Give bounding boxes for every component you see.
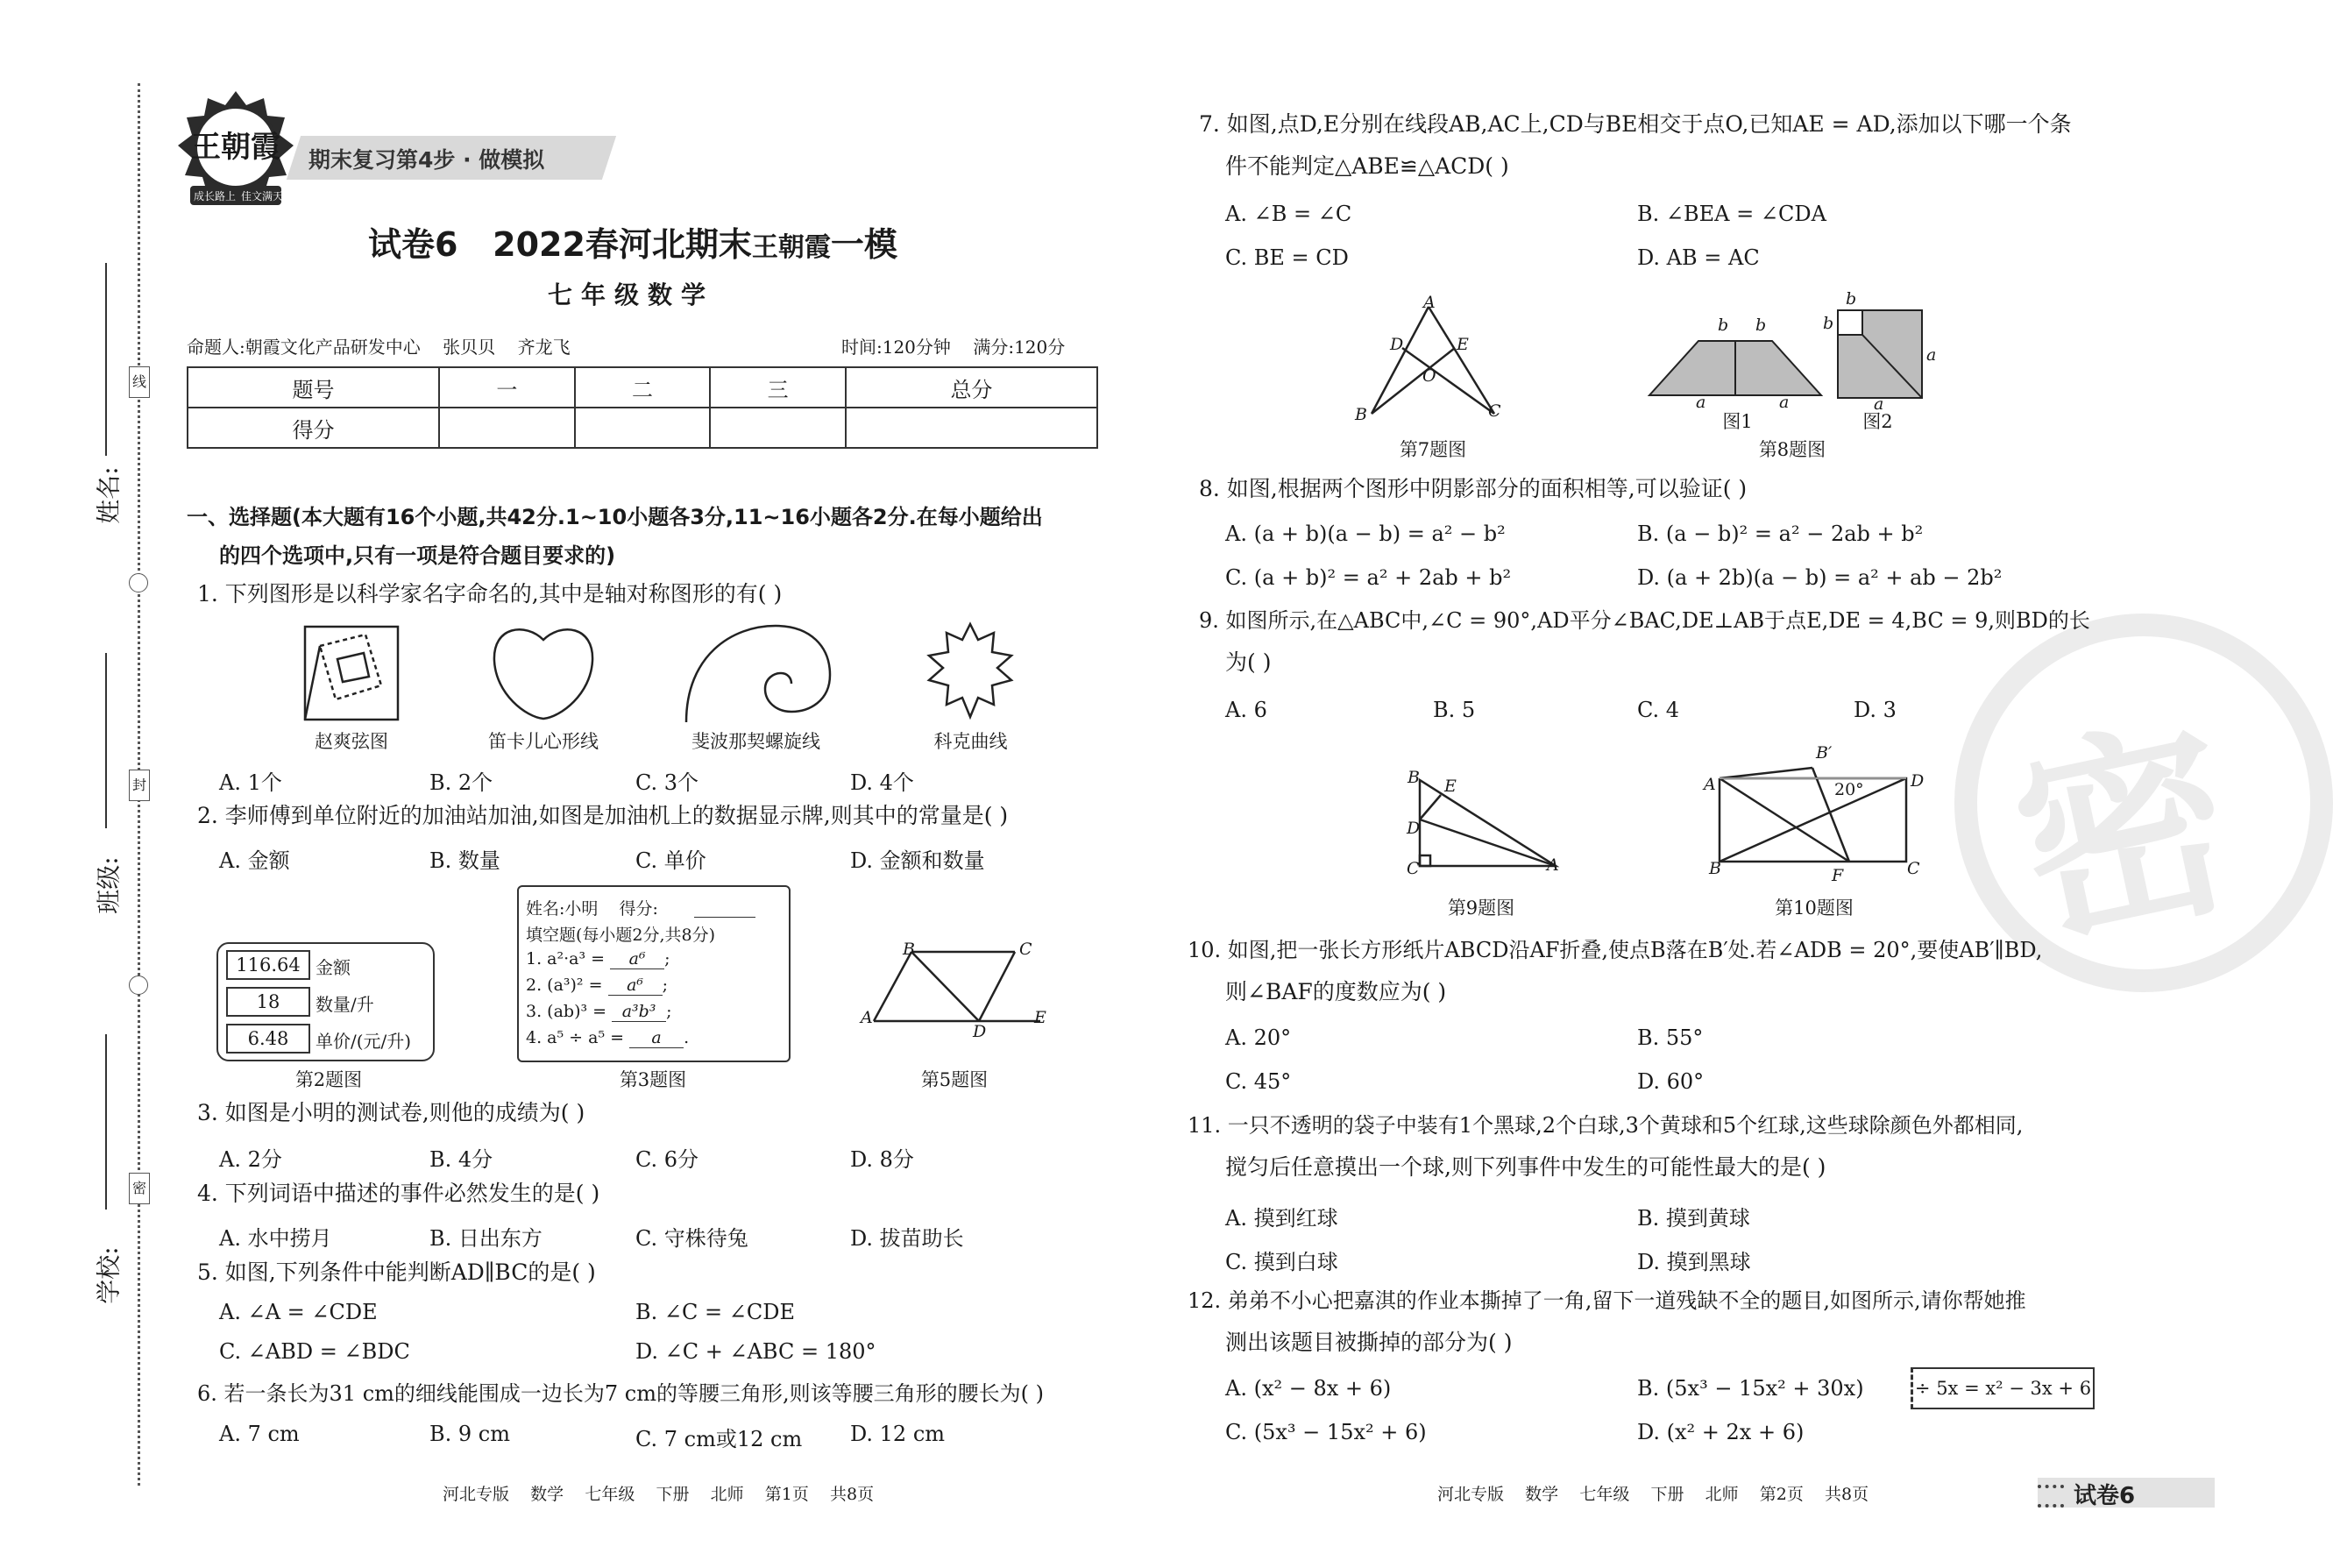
paper-item-3-end: ;	[666, 1002, 672, 1021]
title-part-a: 试卷6	[368, 225, 458, 264]
q8-figure-1	[1648, 337, 1823, 399]
fibonacci-spiral-icon	[679, 621, 833, 724]
footer-right: 河北专版 数学 七年级 下册 北师 第2页 共8页	[1437, 1485, 1869, 1504]
title-part-b: 2022春河北期末	[493, 225, 752, 264]
q5-option-d[interactable]: D. ∠C + ∠ABC = 180°	[635, 1339, 876, 1364]
q5-text: 5. 如图,下列条件中能判断AD∥BC的是( )	[197, 1259, 596, 1285]
q11-option-a[interactable]: A. 摸到红球	[1225, 1206, 1338, 1231]
q3-option-d[interactable]: D. 8分	[850, 1147, 914, 1172]
q4-option-b[interactable]: B. 日出东方	[429, 1226, 542, 1251]
stage-label: 期末复习第4步 · 做模拟	[308, 147, 545, 173]
q5-label-a: A	[861, 1008, 873, 1027]
q2-text: 2. 李师傅到单位附近的加油站加油,如图是加油机上的数据显示牌,则其中的常量是( )	[197, 803, 1009, 828]
q12-line1: 12. 弟弟不小心把嘉淇的作业本撕掉了一角,留下一道残缺不全的题目,如图所示,请你帮她推	[1188, 1288, 2026, 1313]
paper-item-2	[526, 976, 668, 996]
brand-logo	[173, 88, 300, 215]
q10-line1: 10. 如图,把一张长方形纸片ABCD沿AF折叠,使点B落在B′处.若∠ADB = 20°,要使AB′∥BD,	[1188, 938, 2043, 962]
q8-figure-2	[1836, 309, 1924, 400]
section1-line2: 的四个选项中,只有一项是符合题目要求的)	[219, 543, 616, 568]
q10-figure	[1709, 761, 1919, 870]
q12-option-a[interactable]: A. (x² − 8x + 6)	[1225, 1376, 1392, 1401]
score-cell: 三	[710, 367, 846, 408]
q10-line2: 则∠BAF的度数应为( )	[1225, 979, 1447, 1004]
class-field-line[interactable]	[105, 653, 107, 828]
q3-option-b[interactable]: B. 4分	[429, 1147, 493, 1172]
q9-label-d: D	[1407, 819, 1421, 838]
paper-item-1-answer: a⁶	[610, 949, 664, 969]
q4-option-a[interactable]: A. 水中捞月	[219, 1226, 332, 1251]
q11-option-c[interactable]: C. 摸到白球	[1225, 1250, 1338, 1274]
q9-caption: 第9题图	[1447, 898, 1515, 919]
q10-label-bprime: B′	[1816, 743, 1833, 763]
q4-text: 4. 下列词语中描述的事件必然发生的是( )	[197, 1181, 600, 1206]
q2-option-b[interactable]: B. 数量	[429, 848, 500, 873]
q11-line2: 搅匀后任意摸出一个球,则下列事件中发生的可能性最大的是( )	[1225, 1154, 1826, 1180]
q8-fig2-caption: 图2	[1862, 411, 1893, 432]
q5-label-d: D	[973, 1022, 987, 1041]
title-brand: 王朝霞	[751, 232, 831, 263]
q11-line1: 11. 一只不透明的袋子中装有1个黑球,2个白球,3个黄球和5个红球,这些球除颜色外都相同,	[1188, 1113, 2024, 1138]
fuel-price-label: 单价/(元/升)	[316, 1031, 412, 1052]
paper-item-1-end: ;	[664, 949, 670, 968]
q9-line1: 9. 如图所示,在△ABC中,∠C = 90°,AD平分∠BAC,DE⊥AB于点E,DE = 4,BC = 9,则BD的长	[1199, 608, 2090, 633]
binding-hole-2	[129, 976, 148, 995]
q2-option-d[interactable]: D. 金额和数量	[850, 848, 985, 873]
q10-option-a[interactable]: A. 20°	[1225, 1025, 1292, 1050]
q9-option-d[interactable]: D. 3	[1854, 698, 1897, 722]
q8-text: 8. 如图,根据两个图形中阴影部分的面积相等,可以验证( )	[1199, 476, 1748, 501]
q6-option-d[interactable]: D. 12 cm	[850, 1422, 946, 1446]
q1-option-a[interactable]: A. 1个	[219, 770, 282, 795]
q11-option-b[interactable]: B. 摸到黄球	[1637, 1206, 1750, 1231]
exam-title	[368, 217, 897, 266]
q3-text: 3. 如图是小明的测试卷,则他的成绩为( )	[197, 1100, 585, 1125]
q7-label-c: C	[1488, 401, 1501, 421]
q1-option-b[interactable]: B. 2个	[429, 770, 493, 795]
binding-hole-1	[129, 573, 148, 592]
q9-option-c[interactable]: C. 4	[1637, 698, 1680, 722]
q6-option-a[interactable]: A. 7 cm	[219, 1422, 300, 1446]
q4-option-c[interactable]: C. 守株待兔	[635, 1226, 748, 1251]
q6-option-c[interactable]: C. 7 cm或12 cm	[635, 1427, 803, 1451]
score-input-cell[interactable]	[439, 408, 575, 448]
q9-figure	[1411, 771, 1560, 872]
score-input-cell[interactable]	[846, 408, 1097, 448]
q8-fig2-label-a1: a	[1926, 345, 1937, 365]
q5-label-e: E	[1034, 1008, 1046, 1027]
q1-caption-4: 科克曲线	[933, 731, 1008, 752]
q9-label-c: C	[1407, 859, 1420, 878]
fuel-price-value: 6.48	[226, 1024, 310, 1054]
q10-option-c[interactable]: C. 45°	[1225, 1069, 1292, 1094]
q1-option-d[interactable]: D. 4个	[850, 770, 914, 795]
q1-caption-2: 笛卡儿心形线	[488, 731, 599, 752]
q7-line1: 7. 如图,点D,E分别在线段AB,AC上,CD与BE相交于点O,已知AE = AD,添加以下哪一个条	[1199, 111, 2072, 137]
q8-fig1-label-b1: b	[1718, 316, 1729, 335]
q8-option-b[interactable]: B. (a − b)² = a² − 2ab + b²	[1637, 521, 1924, 546]
paper-item-1	[526, 949, 670, 969]
q5-option-b[interactable]: B. ∠C = ∠CDE	[635, 1300, 795, 1324]
q12-option-d[interactable]: D. (x² + 2x + 6)	[1637, 1420, 1805, 1444]
score-table-header-row	[188, 367, 1097, 408]
footer-left: 河北专版 数学 七年级 下册 北师 第1页 共8页	[443, 1485, 875, 1504]
paper-item-2-answer: a⁶	[608, 976, 663, 996]
paper-item-4-left: 4. a⁵ ÷ a⁵ =	[526, 1028, 625, 1047]
zhaoshuang-diagram-icon	[302, 624, 401, 722]
q7-label-a: A	[1423, 293, 1436, 312]
school-label: 学校:	[94, 1246, 124, 1304]
q3-option-a[interactable]: A. 2分	[219, 1147, 282, 1172]
q10-label-a: A	[1704, 775, 1716, 794]
q8-option-a[interactable]: A. (a + b)(a − b) = a² − b²	[1225, 521, 1506, 546]
seal-mark-2: 封	[129, 770, 150, 801]
q10-label-c: C	[1907, 859, 1920, 878]
q2-option-a[interactable]: A. 金额	[219, 848, 290, 873]
q6-text: 6. 若一条长为31 cm的细线能围成一边长为7 cm的等腰三角形,则该等腰三角形的腰长为( )	[197, 1381, 1044, 1406]
fuel-quantity-label: 数量/升	[316, 994, 374, 1015]
time-score-line: 时间:120分钟 满分:120分	[841, 337, 1066, 358]
q7-figure	[1354, 298, 1507, 425]
paper-name-line: 姓名:小明 得分:	[526, 899, 658, 919]
q8-fig1-label-b2: b	[1755, 316, 1767, 335]
seal-mark-3: 密	[129, 1173, 150, 1204]
q7-option-c[interactable]: C. BE = CD	[1225, 245, 1349, 270]
q8-fig1-label-a1: a	[1696, 393, 1706, 412]
fuel-amount-value: 116.64	[226, 950, 310, 980]
q2-option-c[interactable]: C. 单价	[635, 848, 706, 873]
q12-torn-box: ÷ 5x = x² − 3x + 6	[1911, 1367, 2095, 1409]
fuel-quantity-value: 18	[226, 987, 310, 1017]
q1-option-c[interactable]: C. 3个	[635, 770, 699, 795]
score-cell: 一	[439, 367, 575, 408]
q12-option-c[interactable]: C. (5x³ − 15x² + 6)	[1225, 1420, 1427, 1444]
paper-item-3-left: 3. (ab)³ =	[526, 1002, 607, 1021]
q8-fig2-label-a2: a	[1874, 394, 1884, 414]
title-part-d: 一模	[830, 225, 897, 264]
authors-line: 命题人:朝霞文化产品研发中心 张贝贝 齐龙飞	[187, 337, 571, 358]
q4-option-d[interactable]: D. 拔苗助长	[850, 1226, 964, 1251]
paper-score-blank	[694, 917, 755, 918]
paper-item-4-end: .	[684, 1028, 690, 1047]
q1-text: 1. 下列图形是以科学家名字命名的,其中是轴对称图形的有( )	[197, 581, 783, 607]
q5-option-a[interactable]: A. ∠A = ∠CDE	[219, 1300, 378, 1324]
q1-caption-1: 赵爽弦图	[315, 731, 388, 752]
score-input-cell[interactable]	[575, 408, 711, 448]
footer-badge: 试卷6	[2074, 1483, 2136, 1509]
logo-text: 王朝霞	[191, 130, 280, 165]
q7-label-e: E	[1457, 335, 1469, 354]
score-table	[187, 366, 1098, 449]
paper-item-2-end: ;	[662, 976, 668, 995]
q10-label-angle: 20°	[1834, 780, 1864, 799]
q8-fig1-caption: 图1	[1722, 411, 1753, 432]
logo-slogan-1: 成长路上	[194, 190, 237, 202]
q8-caption: 第8题图	[1758, 439, 1826, 460]
subject-title: 七年级数学	[548, 280, 715, 309]
q8-option-d[interactable]: D. (a + 2b)(a − b) = a² + ab − 2b²	[1637, 565, 2003, 590]
paper-item-4-answer: a	[629, 1028, 684, 1048]
section1-line1: 一、选择题(本大题有16个小题,共42分.1~10小题各3分,11~16小题各2分.在每小题给出	[187, 505, 1043, 529]
q10-label-d: D	[1911, 771, 1925, 791]
score-table-score-row	[188, 408, 1097, 448]
paper-item-4	[526, 1028, 689, 1048]
q8-fig2-label-b2: b	[1823, 314, 1834, 333]
paper-item-2-left: 2. (a³)² =	[526, 976, 603, 995]
q9-line2: 为( )	[1225, 649, 1272, 675]
koch-snowflake-icon	[920, 621, 1021, 726]
score-cell: 总分	[846, 367, 1097, 408]
q1-caption-3: 斐波那契螺旋线	[691, 731, 820, 752]
score-cell: 二	[575, 367, 711, 408]
seal-mark-1: 线	[129, 366, 150, 398]
paper-item-1-left: 1. a²·a³ =	[526, 949, 606, 968]
q9-label-e: E	[1444, 777, 1457, 796]
q9-option-b[interactable]: B. 5	[1433, 698, 1476, 722]
q3-caption: 第3题图	[619, 1069, 687, 1090]
q7-line2: 件不能判定△ABE≌△ACD( )	[1225, 153, 1509, 179]
q5-option-c[interactable]: C. ∠ABD = ∠BDC	[219, 1339, 410, 1364]
q11-option-d[interactable]: D. 摸到黑球	[1637, 1250, 1751, 1274]
school-field-line[interactable]	[105, 1034, 107, 1210]
fuel-amount-label: 金额	[316, 957, 351, 978]
q7-label-o: O	[1422, 366, 1436, 386]
q7-option-d[interactable]: D. AB = AC	[1637, 245, 1760, 270]
q3-option-c[interactable]: C. 6分	[635, 1147, 699, 1172]
paper-item-3	[526, 1002, 672, 1022]
score-cell: 题号	[188, 367, 439, 408]
q5-label-b: B	[903, 940, 915, 959]
q5-caption: 第5题图	[920, 1069, 989, 1090]
q7-label-b: B	[1355, 405, 1367, 424]
q6-option-b[interactable]: B. 9 cm	[429, 1422, 510, 1446]
q10-label-b: B	[1709, 859, 1721, 878]
q12-option-b[interactable]: B. (5x³ − 15x² + 30x)	[1637, 1376, 1864, 1401]
q10-label-f: F	[1832, 866, 1844, 885]
paper-section-line: 填空题(每小题2分,共8分)	[526, 926, 716, 945]
q7-option-b[interactable]: B. ∠BEA = ∠CDA	[1637, 202, 1826, 226]
q7-option-a[interactable]: A. ∠B = ∠C	[1225, 202, 1352, 226]
q8-fig1-label-a2: a	[1779, 393, 1790, 412]
q7-label-d: D	[1390, 335, 1404, 354]
score-input-cell[interactable]	[710, 408, 846, 448]
q8-fig2-label-b1: b	[1846, 289, 1857, 309]
q10-caption: 第10题图	[1775, 898, 1854, 919]
watermark-text: 密	[1996, 692, 2253, 977]
q2-caption: 第2题图	[294, 1069, 363, 1090]
q9-label-b: B	[1408, 768, 1420, 787]
q12-line2: 测出该题目被撕掉的部分为( )	[1225, 1330, 1513, 1355]
score-cell: 得分	[188, 408, 439, 448]
q9-option-a[interactable]: A. 6	[1225, 698, 1267, 722]
name-field-line[interactable]	[105, 263, 107, 456]
q8-option-c[interactable]: C. (a + b)² = a² + 2ab + b²	[1225, 565, 1512, 590]
paper-item-3-answer: a³b³	[612, 1002, 666, 1022]
q10-option-d[interactable]: D. 60°	[1637, 1069, 1705, 1094]
q10-option-b[interactable]: B. 55°	[1637, 1025, 1704, 1050]
q5-label-c: C	[1019, 940, 1032, 959]
logo-slogan-2: 佳文满天	[241, 190, 284, 202]
name-label: 姓名:	[94, 466, 124, 524]
class-label: 班级:	[94, 856, 124, 914]
q9-label-a: A	[1547, 855, 1559, 875]
cardioid-icon	[491, 624, 596, 722]
footer-badge-dots	[2038, 1485, 2064, 1508]
q7-caption: 第7题图	[1399, 439, 1467, 460]
